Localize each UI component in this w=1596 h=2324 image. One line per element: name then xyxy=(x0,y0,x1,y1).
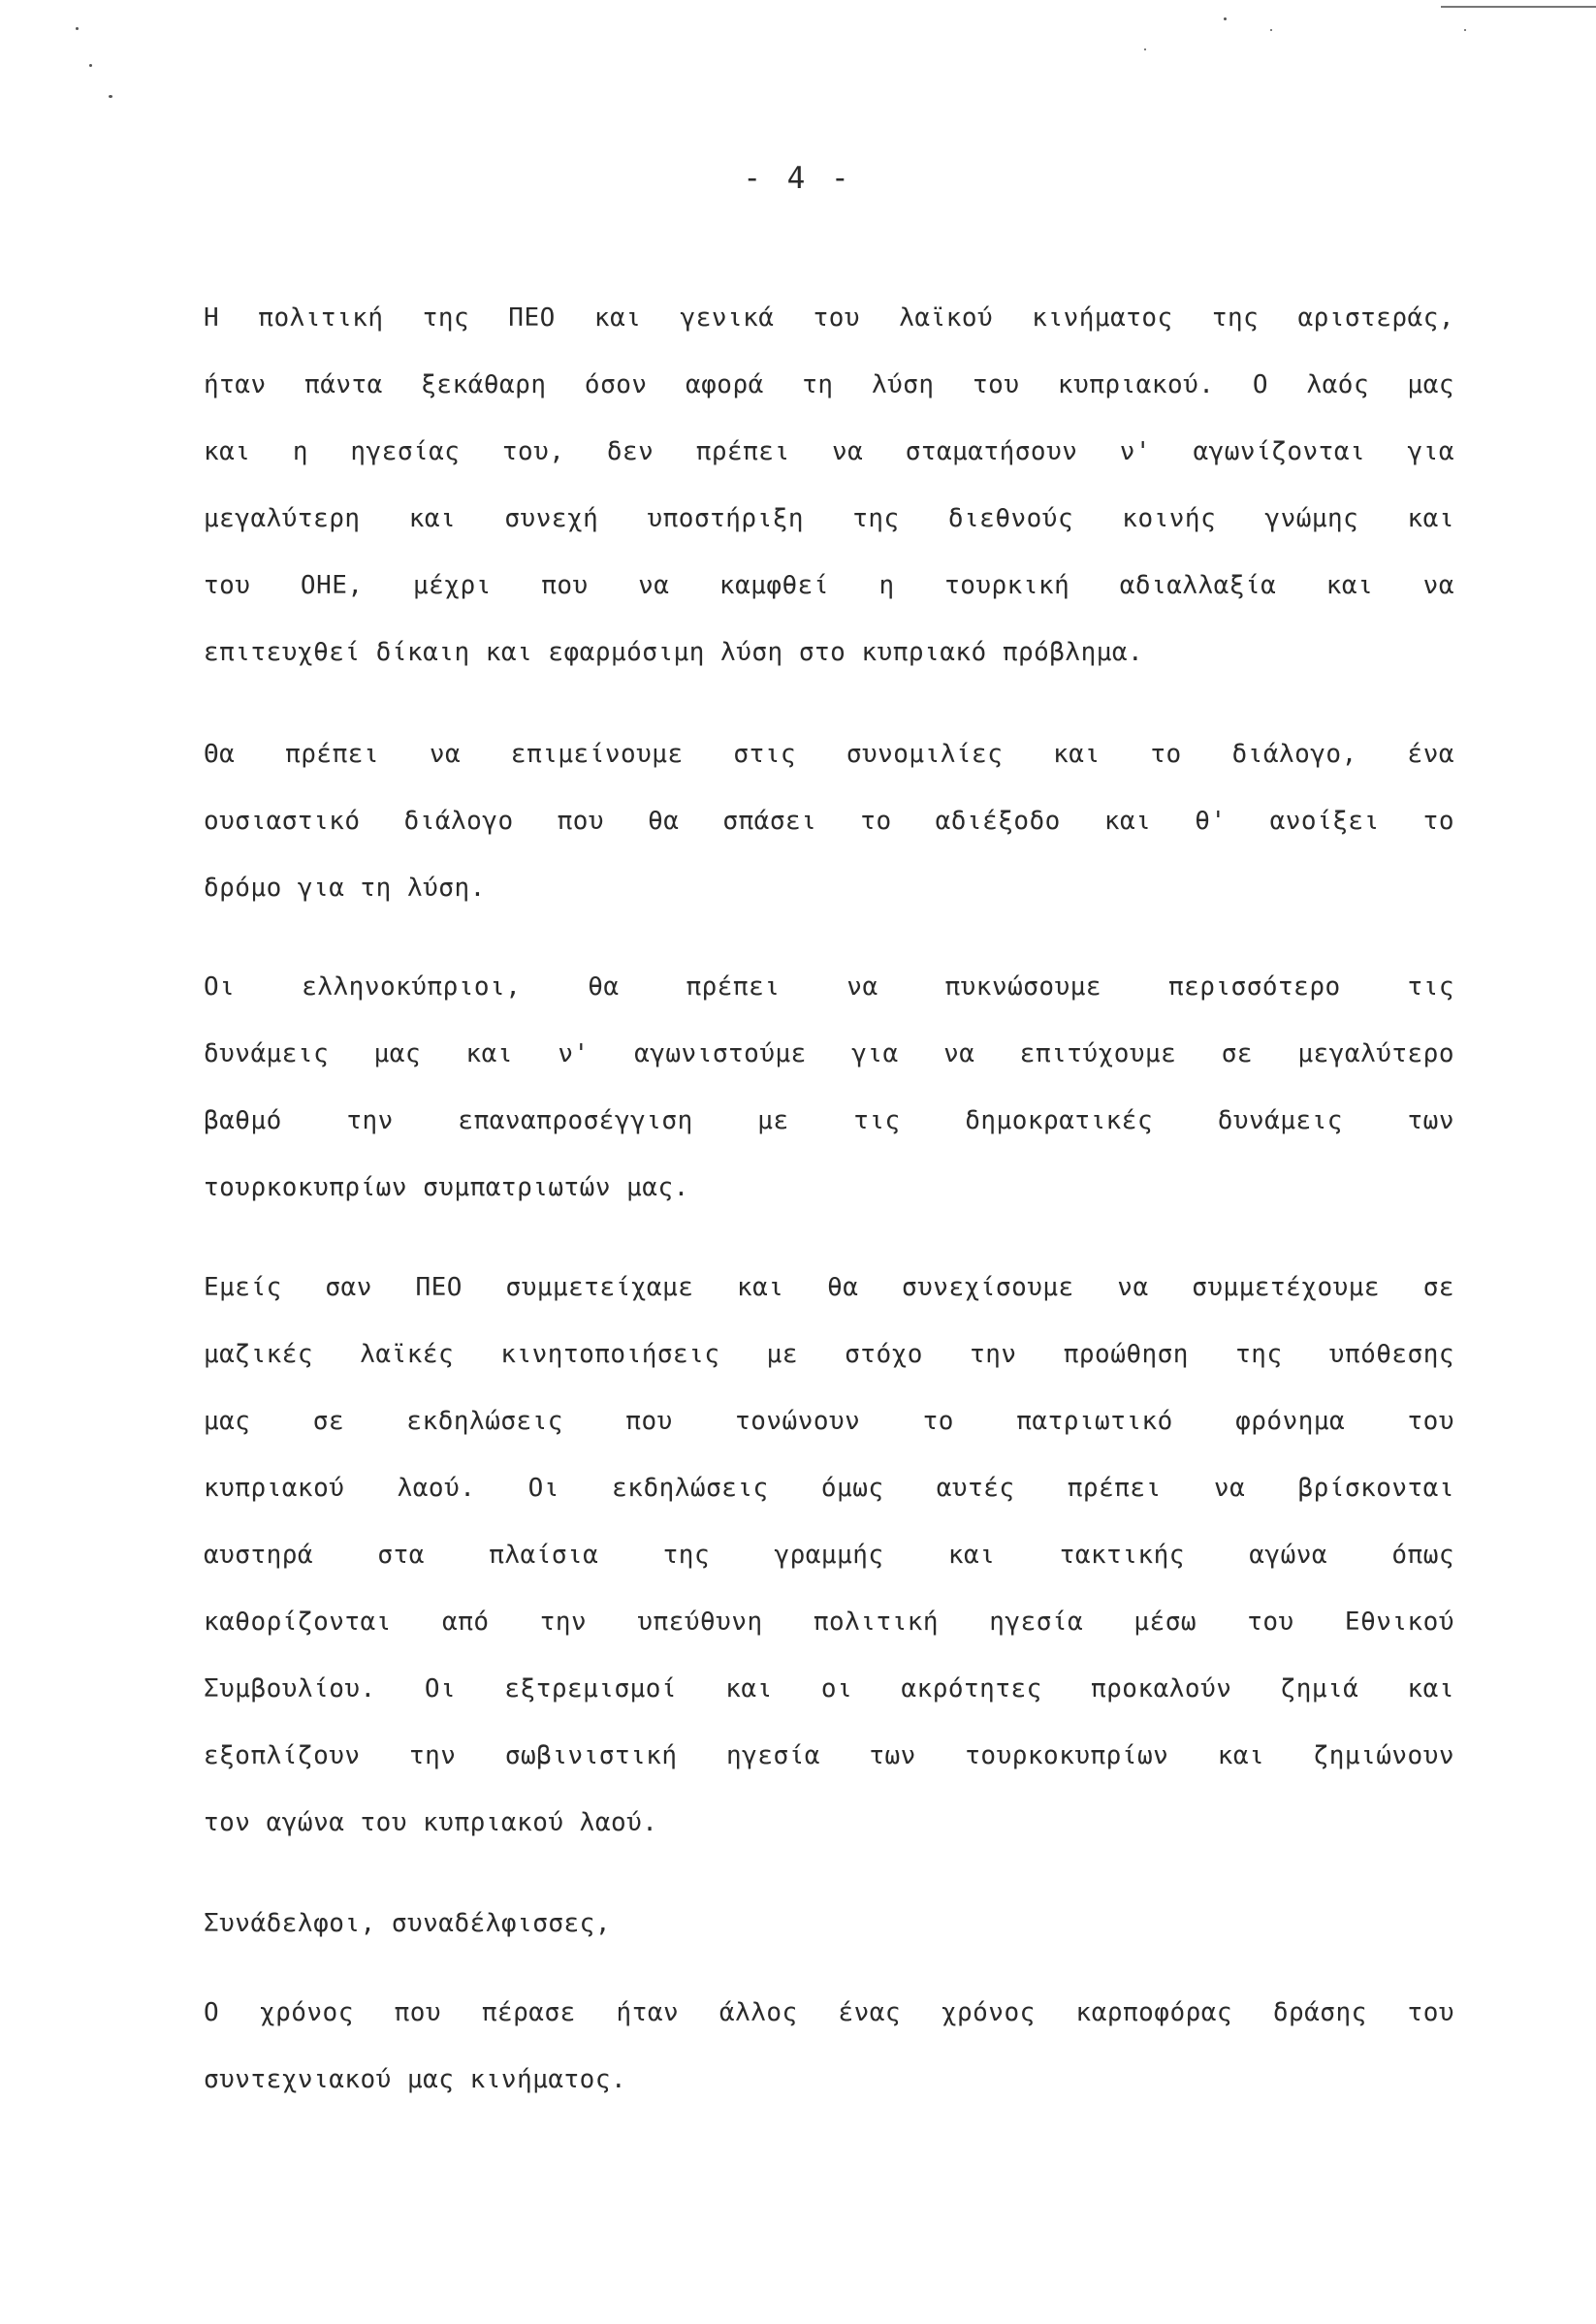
text-line: Εμείς σαν ΠΕΟ συμμετείχαμε και θα συνεχίσουμε να συμμετέχουμε σε xyxy=(204,1273,1454,1302)
page-number: - 4 - xyxy=(743,161,853,196)
text-line: μας σε εκδηλώσεις που τονώνουν το πατριωτικό φρόνημα του xyxy=(204,1407,1454,1436)
scan-speck xyxy=(109,95,112,98)
text-line: συντεχνιακού μας κινήματος. xyxy=(204,2065,627,2094)
paragraph-4 xyxy=(204,1255,1454,1857)
text-line: εξοπλίζουν την σωβινιστική ηγεσία των τουρκοκυπρίων και ζημιώνουν xyxy=(204,1741,1454,1770)
scan-speck xyxy=(1270,29,1272,31)
text-line: τον αγώνα του κυπριακού λαού. xyxy=(204,1808,658,1837)
paragraph-5 xyxy=(204,1891,1454,1958)
scan-edge-mark xyxy=(1441,6,1596,8)
text-line: του ΟΗΕ, μέχρι που να καμφθεί η τουρκική αδιαλλαξία και να xyxy=(204,571,1454,600)
text-line: Ο χρόνος που πέρασε ήταν άλλος ένας χρόνος καρποφόρας δράσης του xyxy=(204,1998,1454,2027)
paragraph-1 xyxy=(204,285,1454,686)
scan-speck xyxy=(76,27,79,30)
text-line: καθορίζονται από την υπεύθυνη πολιτική ηγεσία μέσω του Εθνικού xyxy=(204,1608,1454,1637)
text-line: αυστηρά στα πλαίσια της γραμμής και τακτικής αγώνα όπως xyxy=(204,1541,1454,1570)
paragraph-2 xyxy=(204,721,1454,922)
paragraph-3 xyxy=(204,954,1454,1222)
scan-speck xyxy=(1144,48,1146,50)
text-line: τουρκοκυπρίων συμπατριωτών μας. xyxy=(204,1173,689,1202)
text-line: ήταν πάντα ξεκάθαρη όσον αφορά τη λύση του κυπριακού. Ο λαός μας xyxy=(204,370,1454,399)
text-line: μεγαλύτερη και συνεχή υποστήριξη της διεθνούς κοινής γνώμης και xyxy=(204,504,1454,533)
paragraph-6 xyxy=(204,1980,1454,2114)
text-line: Η πολιτική της ΠΕΟ και γενικά του λαϊκού κινήματος της αριστεράς, xyxy=(204,303,1454,333)
text-line: και η ηγεσίας του, δεν πρέπει να σταματήσουν ν' αγωνίζονται για xyxy=(204,437,1454,466)
text-line: βαθμό την επαναπροσέγγιση με τις δημοκρατικές δυνάμεις των xyxy=(204,1106,1454,1135)
scan-speck xyxy=(89,64,92,67)
text-line: δρόμο για τη λύση. xyxy=(204,874,486,903)
text-line: Συνάδελφοι, συναδέλφισσες, xyxy=(204,1909,611,1938)
text-line: Θα πρέπει να επιμείνουμε στις συνομιλίες και το διάλογο, ένα xyxy=(204,740,1454,769)
text-line: δυνάμεις μας και ν' αγωνιστούμε για να επιτύχουμε σε μεγαλύτερο xyxy=(204,1039,1454,1068)
scan-speck xyxy=(1464,29,1466,31)
text-line: Οι ελληνοκύπριοι, θα πρέπει να πυκνώσουμε περισσότερο τις xyxy=(204,972,1454,1002)
text-line: μαζικές λαϊκές κινητοποιήσεις με στόχο την προώθηση της υπόθεσης xyxy=(204,1340,1454,1369)
text-line: κυπριακού λαού. Οι εκδηλώσεις όμως αυτές πρέπει να βρίσκονται xyxy=(204,1474,1454,1503)
text-line: ουσιαστικό διάλογο που θα σπάσει το αδιέξοδο και θ' ανοίξει το xyxy=(204,807,1454,836)
scan-speck xyxy=(1224,17,1227,20)
text-line: Συμβουλίου. Οι εξτρεμισμοί και οι ακρότητες προκαλούν ζημιά και xyxy=(204,1674,1454,1703)
text-line: επιτευχθεί δίκαιη και εφαρμόσιμη λύση στο κυπριακό πρόβλημα. xyxy=(204,638,1144,667)
